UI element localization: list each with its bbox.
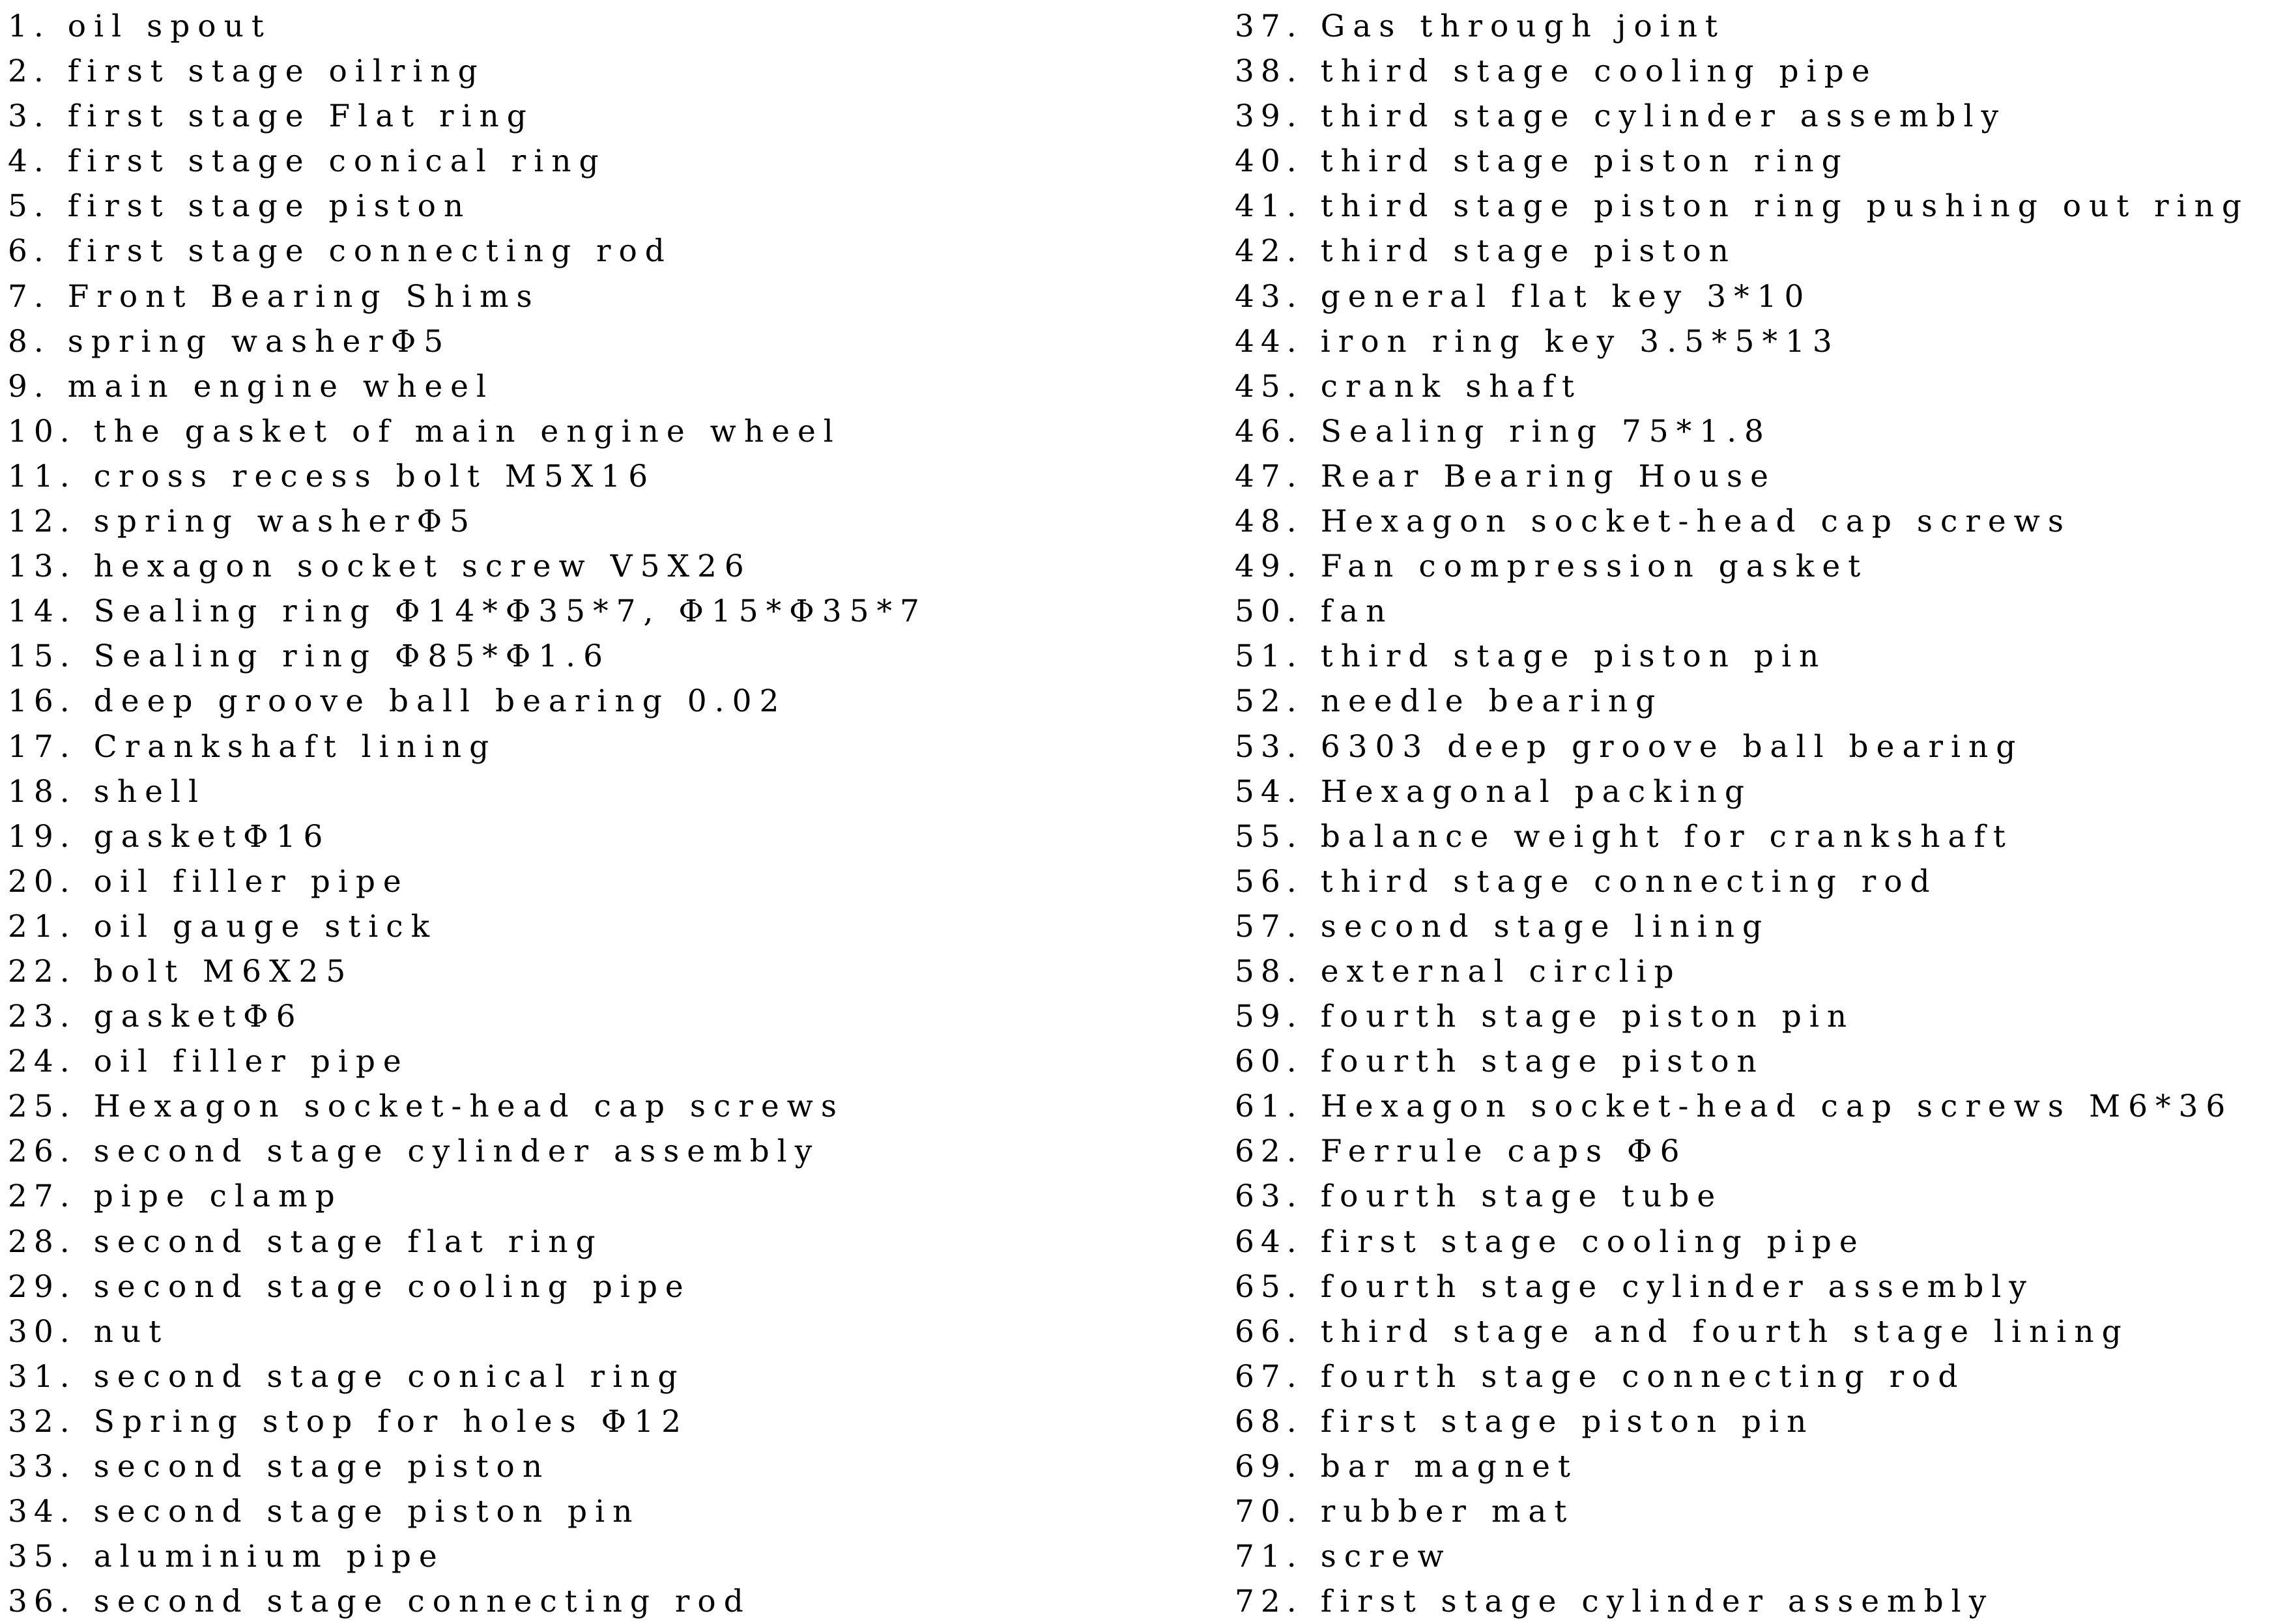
list-item	[8, 1399, 927, 1444]
item-name: Hexagon socket-head cap screws	[1320, 504, 2072, 540]
item-name: general flat key 3*10	[1320, 278, 1812, 315]
list-item	[1235, 1534, 2249, 1579]
item-name: bar magnet	[1320, 1449, 1578, 1485]
item-number: 4.	[8, 143, 50, 180]
item-name: gasketΦ6	[93, 999, 304, 1035]
list-item	[1235, 994, 2249, 1039]
list-item	[1235, 4, 2249, 49]
item-number: 37.	[1235, 8, 1303, 44]
list-item	[1235, 499, 2249, 544]
parts-list-left-column	[8, 4, 927, 1624]
list-item	[8, 1174, 927, 1219]
item-name: deep groove ball bearing 0.02	[93, 683, 787, 720]
item-number: 36.	[8, 1584, 76, 1620]
item-number: 52.	[1235, 683, 1303, 720]
list-item	[8, 454, 927, 499]
list-item	[1235, 454, 2249, 499]
item-name: first stage cooling pipe	[1320, 1223, 1865, 1260]
item-name: bolt M6X25	[93, 953, 354, 990]
list-item	[1235, 1219, 2249, 1264]
item-number: 61.	[1235, 1089, 1303, 1125]
item-number: 43.	[1235, 278, 1303, 315]
list-item	[8, 1039, 927, 1084]
item-name: third stage connecting rod	[1320, 863, 1938, 900]
item-name: Sealing ring 75*1.8	[1320, 413, 1772, 449]
item-name: Sealing ring Φ14*Φ35*7, Φ15*Φ35*7	[93, 593, 927, 630]
item-name: second stage cooling pipe	[93, 1268, 691, 1305]
item-name: oil gauge stick	[93, 908, 438, 945]
item-number: 2.	[8, 53, 50, 90]
item-name: first stage piston pin	[1320, 1403, 1815, 1440]
list-item	[1235, 319, 2249, 364]
list-item	[1235, 1399, 2249, 1444]
list-item	[1235, 634, 2249, 679]
item-number: 6.	[8, 233, 50, 270]
item-name: Spring stop for holes Φ12	[93, 1403, 689, 1440]
list-item	[1235, 814, 2249, 859]
item-number: 53.	[1235, 728, 1303, 765]
item-name: fourth stage tube	[1320, 1178, 1723, 1215]
item-number: 57.	[1235, 908, 1303, 945]
item-name: Ferrule caps Φ6	[1320, 1133, 1688, 1170]
item-number: 8.	[8, 323, 50, 360]
list-item	[1235, 1174, 2249, 1219]
item-name: cross recess bolt M5X16	[93, 458, 656, 494]
item-number: 55.	[1235, 818, 1303, 855]
item-name: second stage connecting rod	[93, 1584, 751, 1620]
item-number: 68.	[1235, 1403, 1303, 1440]
list-item	[8, 184, 927, 229]
item-number: 17.	[8, 728, 76, 765]
item-name: third stage cooling pipe	[1320, 53, 1878, 90]
item-name: first stage conical ring	[67, 143, 607, 180]
item-number: 30.	[8, 1313, 76, 1350]
item-name: Sealing ring Φ85*Φ1.6	[93, 638, 611, 675]
list-item	[8, 499, 927, 544]
item-number: 18.	[8, 773, 76, 810]
list-item	[8, 1264, 927, 1309]
item-number: 65.	[1235, 1268, 1303, 1305]
item-number: 69.	[1235, 1449, 1303, 1485]
list-item	[8, 544, 927, 589]
item-number: 3.	[8, 98, 50, 135]
item-number: 59.	[1235, 999, 1303, 1035]
item-number: 16.	[8, 683, 76, 720]
item-number: 29.	[8, 1268, 76, 1305]
item-name: rubber mat	[1320, 1494, 1575, 1530]
item-number: 49.	[1235, 548, 1303, 585]
list-item	[8, 859, 927, 904]
list-item	[1235, 229, 2249, 274]
item-name: oil filler pipe	[93, 863, 409, 900]
item-name: hexagon socket screw V5X26	[93, 548, 752, 585]
list-item	[1235, 544, 2249, 589]
item-number: 15.	[8, 638, 76, 675]
list-item	[8, 229, 927, 274]
item-number: 63.	[1235, 1178, 1303, 1215]
list-item	[1235, 184, 2249, 229]
list-item	[8, 679, 927, 724]
item-name: fourth stage piston	[1320, 1044, 1764, 1080]
item-name: Gas through joint	[1320, 8, 1725, 44]
list-item	[1235, 904, 2249, 949]
list-item	[8, 1489, 927, 1534]
list-item	[8, 1534, 927, 1579]
item-name: second stage flat ring	[93, 1223, 603, 1260]
item-number: 13.	[8, 548, 76, 585]
item-number: 7.	[8, 278, 50, 315]
item-name: Fan compression gasket	[1320, 548, 1869, 585]
item-name: spring washerΦ5	[67, 323, 452, 360]
list-item	[1235, 1129, 2249, 1174]
item-number: 24.	[8, 1044, 76, 1080]
item-name: fourth stage connecting rod	[1320, 1358, 1966, 1395]
item-number: 58.	[1235, 953, 1303, 990]
item-name: Front Bearing Shims	[67, 278, 540, 315]
list-item	[8, 274, 927, 319]
item-name: second stage conical ring	[93, 1358, 685, 1395]
item-name: external circlip	[1320, 953, 1682, 990]
item-number: 34.	[8, 1494, 76, 1530]
item-name: first stage oilring	[67, 53, 485, 90]
list-item	[8, 49, 927, 94]
list-item	[8, 1354, 927, 1399]
list-item	[1235, 49, 2249, 94]
item-number: 12.	[8, 504, 76, 540]
item-number: 35.	[8, 1539, 76, 1575]
item-number: 20.	[8, 863, 76, 900]
list-item	[8, 769, 927, 814]
item-name: aluminium pipe	[93, 1539, 445, 1575]
item-number: 22.	[8, 953, 76, 990]
list-item	[8, 1309, 927, 1354]
item-name: shell	[93, 773, 206, 810]
item-name: first stage cylinder assembly	[1320, 1584, 1994, 1620]
list-item	[1235, 139, 2249, 184]
item-number: 48.	[1235, 504, 1303, 540]
list-item	[1235, 589, 2249, 634]
item-number: 39.	[1235, 98, 1303, 135]
item-name: Hexagon socket-head cap screws	[93, 1089, 845, 1125]
parts-list-right-column	[1235, 4, 2249, 1624]
item-name: third stage piston	[1320, 233, 1736, 270]
item-name: crank shaft	[1320, 368, 1582, 405]
item-name: fan	[1320, 593, 1394, 630]
item-name: 6303 deep groove ball bearing	[1320, 728, 2024, 765]
item-name: Rear Bearing House	[1320, 458, 1776, 494]
item-name: spring washerΦ5	[93, 504, 478, 540]
item-number: 66.	[1235, 1313, 1303, 1350]
list-item	[8, 364, 927, 409]
item-number: 67.	[1235, 1358, 1303, 1395]
item-number: 32.	[8, 1403, 76, 1440]
item-number: 45.	[1235, 368, 1303, 405]
list-item	[1235, 94, 2249, 139]
item-name: second stage lining	[1320, 908, 1770, 945]
item-name: Hexagonal packing	[1320, 773, 1752, 810]
list-item	[1235, 274, 2249, 319]
item-number: 56.	[1235, 863, 1303, 900]
list-item	[1235, 679, 2249, 724]
item-number: 9.	[8, 368, 50, 405]
item-name: first stage Flat ring	[67, 98, 534, 135]
item-number: 64.	[1235, 1223, 1303, 1260]
list-item	[8, 1444, 927, 1489]
item-number: 38.	[1235, 53, 1303, 90]
item-number: 31.	[8, 1358, 76, 1395]
item-number: 11.	[8, 458, 76, 494]
item-name: nut	[93, 1313, 169, 1350]
item-name: Hexagon socket-head cap screws M6*36	[1320, 1089, 2234, 1125]
list-item	[8, 904, 927, 949]
list-item	[1235, 1084, 2249, 1129]
item-name: first stage piston	[67, 188, 472, 225]
list-item	[8, 409, 927, 454]
list-item	[8, 814, 927, 859]
item-number: 46.	[1235, 413, 1303, 449]
item-number: 23.	[8, 999, 76, 1035]
list-item	[1235, 1039, 2249, 1084]
item-name: the gasket of main engine wheel	[93, 413, 841, 449]
item-name: screw	[1320, 1539, 1452, 1575]
list-item	[1235, 1264, 2249, 1309]
list-item	[8, 1129, 927, 1174]
list-item	[8, 94, 927, 139]
item-name: second stage cylinder assembly	[93, 1133, 820, 1170]
item-number: 47.	[1235, 458, 1303, 494]
item-name: fourth stage cylinder assembly	[1320, 1268, 2034, 1305]
item-name: fourth stage piston pin	[1320, 999, 1855, 1035]
item-number: 70.	[1235, 1494, 1303, 1530]
item-number: 25.	[8, 1089, 76, 1125]
item-name: balance weight for crankshaft	[1320, 818, 2013, 855]
list-item	[8, 319, 927, 364]
list-item	[1235, 949, 2249, 994]
item-number: 27.	[8, 1178, 76, 1215]
item-name: iron ring key 3.5*5*13	[1320, 323, 1840, 360]
list-item	[8, 1219, 927, 1264]
item-name: Crankshaft lining	[93, 728, 497, 765]
list-item	[1235, 1489, 2249, 1534]
item-name: second stage piston pin	[93, 1494, 640, 1530]
item-name: gasketΦ16	[93, 818, 331, 855]
item-number: 72.	[1235, 1584, 1303, 1620]
item-name: third stage cylinder assembly	[1320, 98, 2007, 135]
item-number: 33.	[8, 1449, 76, 1485]
item-number: 26.	[8, 1133, 76, 1170]
item-number: 14.	[8, 593, 76, 630]
list-item	[8, 4, 927, 49]
list-item	[1235, 1579, 2249, 1624]
item-name: main engine wheel	[67, 368, 495, 405]
list-item	[1235, 1354, 2249, 1399]
item-name: third stage and fourth stage lining	[1320, 1313, 2129, 1350]
item-number: 62.	[1235, 1133, 1303, 1170]
item-number: 28.	[8, 1223, 76, 1260]
list-item	[8, 724, 927, 769]
item-name: third stage piston ring pushing out ring	[1320, 188, 2250, 225]
item-name: needle bearing	[1320, 683, 1663, 720]
item-number: 50.	[1235, 593, 1303, 630]
list-item	[8, 949, 927, 994]
item-name: oil filler pipe	[93, 1044, 409, 1080]
list-item	[8, 634, 927, 679]
item-number: 21.	[8, 908, 76, 945]
list-item	[8, 589, 927, 634]
item-name: first stage connecting rod	[67, 233, 672, 270]
item-number: 19.	[8, 818, 76, 855]
item-name: third stage piston pin	[1320, 638, 1827, 675]
list-item	[1235, 409, 2249, 454]
item-number: 71.	[1235, 1539, 1303, 1575]
item-name: third stage piston ring	[1320, 143, 1849, 180]
list-item	[8, 1084, 927, 1129]
list-item	[1235, 724, 2249, 769]
list-item	[1235, 859, 2249, 904]
list-item	[1235, 1444, 2249, 1489]
list-item	[1235, 1309, 2249, 1354]
list-item	[8, 994, 927, 1039]
item-name: pipe clamp	[93, 1178, 343, 1215]
item-name: oil spout	[67, 8, 272, 44]
list-item	[8, 139, 927, 184]
item-number: 54.	[1235, 773, 1303, 810]
item-number: 44.	[1235, 323, 1303, 360]
item-number: 51.	[1235, 638, 1303, 675]
item-number: 5.	[8, 188, 50, 225]
item-number: 60.	[1235, 1044, 1303, 1080]
item-number: 1.	[8, 8, 50, 44]
item-number: 40.	[1235, 143, 1303, 180]
item-name: second stage piston	[93, 1449, 551, 1485]
list-item	[1235, 769, 2249, 814]
item-number: 10.	[8, 413, 76, 449]
list-item	[1235, 364, 2249, 409]
list-item	[8, 1579, 927, 1624]
item-number: 41.	[1235, 188, 1303, 225]
item-number: 42.	[1235, 233, 1303, 270]
